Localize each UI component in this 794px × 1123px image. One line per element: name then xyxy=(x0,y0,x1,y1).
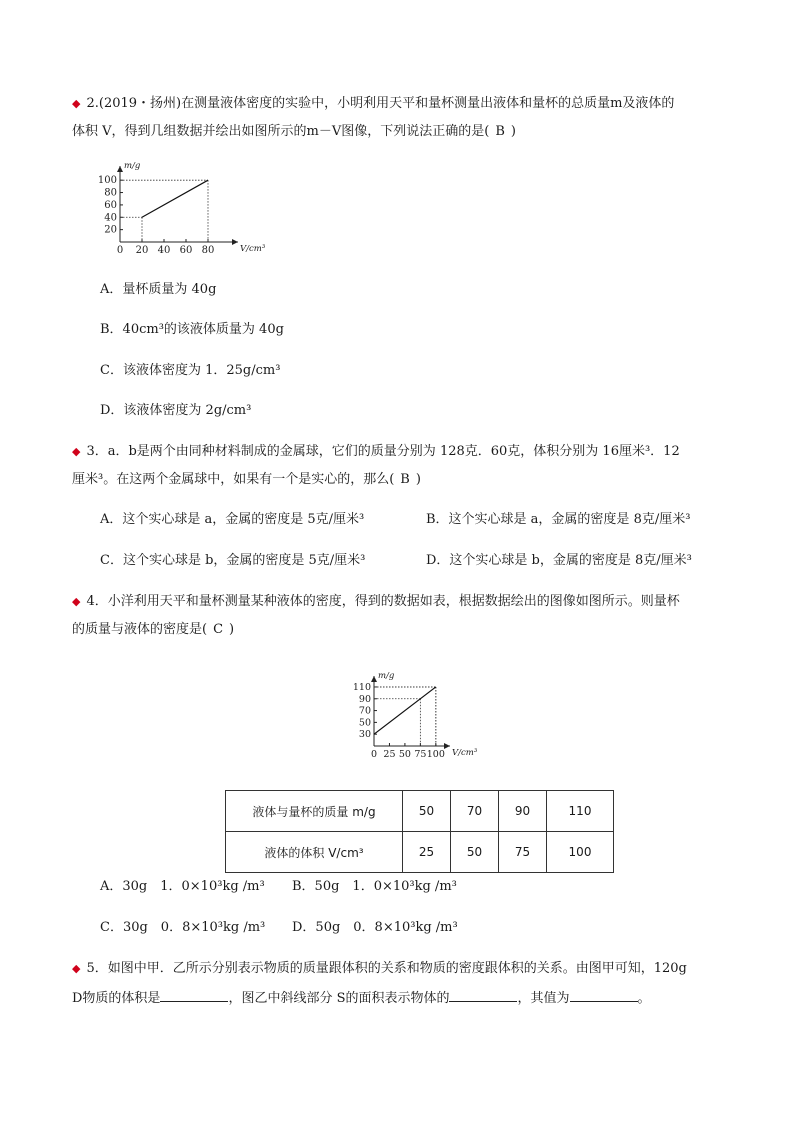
question-4-option-a: A．30g 1．0×10³kg /m³ xyxy=(100,879,265,894)
question-3-line-2: 厘米³。在这两个金属球中，如果有一个是实心的，那么( B ) xyxy=(72,472,421,487)
table-cell: 90 xyxy=(499,791,547,832)
x-axis-arrow-icon xyxy=(444,743,450,749)
question-2-option-c: C．该液体密度为 1．25g/cm³ xyxy=(100,363,281,378)
x-tick-label: 0 xyxy=(370,749,378,760)
table-cell: 75 xyxy=(499,832,547,873)
y-tick-label: 50 xyxy=(358,717,371,729)
question-5-line-2: D物质的体积是 ，图乙中斜线部分 S的面积表示物体的 ，其值为 。 xyxy=(72,991,651,1006)
question-4-option-b: B．50g 1．0×10³kg /m³ xyxy=(292,879,457,894)
answer-blank-1[interactable] xyxy=(160,989,228,1002)
x-tick-label: 80 xyxy=(201,245,215,256)
question-3-line-1: ◆ 3．a．b是两个由同种材料制成的金属球，它们的质量分别为 128克．60克，体积分别为 16厘米³．12 xyxy=(72,444,680,459)
question-3-option-c: C．这个实心球是 b，金属的密度是 5克/厘米³ xyxy=(100,553,366,568)
y-axis-label: m/g xyxy=(378,671,395,681)
bullet-diamond-icon: ◆ xyxy=(72,445,81,458)
series-line xyxy=(142,180,208,217)
series-line xyxy=(374,687,436,734)
answer-blank-3[interactable] xyxy=(570,989,638,1002)
y-tick-label: 80 xyxy=(104,187,117,199)
question-3-answer: B xyxy=(400,472,410,487)
y-tick-label: 70 xyxy=(358,705,371,717)
question-4-answer: C xyxy=(213,622,224,637)
y-axis-label: m/g xyxy=(124,162,141,171)
x-tick-label: 25 xyxy=(383,749,396,760)
bullet-diamond-icon: ◆ xyxy=(72,962,81,975)
x-tick-label: 50 xyxy=(398,749,411,760)
question-2-line-2: 体积 V，得到几组数据并绘出如图所示的m－V图像，下列说法正确的是( B ) xyxy=(72,124,516,139)
question-4-option-c: C．30g 0．8×10³kg /m³ xyxy=(100,920,266,935)
bullet-diamond-icon: ◆ xyxy=(72,595,81,608)
question-2-option-a: A．量杯质量为 40g xyxy=(100,282,217,297)
table-row-header: 液体与量杯的质量 m/g xyxy=(226,791,403,832)
table-cell: 100 xyxy=(547,832,614,873)
x-axis-label: V/cm³ xyxy=(452,748,478,758)
answer-blank-2[interactable] xyxy=(449,989,517,1002)
bullet-diamond-icon: ◆ xyxy=(72,97,81,110)
x-tick-label: 0 xyxy=(116,245,124,256)
y-axis-arrow-icon xyxy=(117,166,123,172)
y-tick-label: 20 xyxy=(104,224,117,236)
chart-q2-m-v-graph xyxy=(92,162,272,262)
table-cell: 50 xyxy=(403,791,451,832)
y-tick-label: 30 xyxy=(358,729,371,741)
table-cell: 50 xyxy=(451,832,499,873)
table-cell: 110 xyxy=(547,791,614,832)
y-tick-label: 40 xyxy=(104,212,117,224)
question-2-option-d: D．该液体密度为 2g/cm³ xyxy=(100,403,252,418)
question-3-option-b: B．这个实心球是 a，金属的密度是 8克/厘米³ xyxy=(426,512,691,527)
question-4-line-1: ◆ 4．小洋利用天平和量杯测量某种液体的密度，得到的数据如表，根据数据绘出的图像如图所示。则量杯 xyxy=(72,594,680,609)
table-cell: 25 xyxy=(403,832,451,873)
x-axis-label: V/cm³ xyxy=(240,244,266,254)
question-5-line-1: ◆ 5．如图中甲．乙所示分别表示物质的质量跟体积的关系和物质的密度跟体积的关系。由图甲可知，120g xyxy=(72,961,687,976)
question-2-option-b: B．40cm³的该液体质量为 40g xyxy=(100,322,284,337)
question-4-option-d: D．50g 0．8×10³kg /m³ xyxy=(292,920,458,935)
question-2-answer: B xyxy=(495,124,505,139)
table-row xyxy=(226,832,614,873)
chart-q4-m-v-graph xyxy=(344,670,484,770)
x-tick-label: 40 xyxy=(157,245,171,256)
question-4-line-2: 的质量与液体的密度是( C ) xyxy=(72,622,235,637)
y-tick-label: 110 xyxy=(352,681,371,693)
table-row xyxy=(226,791,614,832)
question-3-option-d: D．这个实心球是 b，金属的密度是 8克/厘米³ xyxy=(426,553,692,568)
question-2-line-1: ◆ 2.(2019・扬州)在测量液体密度的实验中，小明利用天平和量杯测量出液体和量杯的总质量m及液体的 xyxy=(72,96,675,111)
y-tick-label: 100 xyxy=(97,175,117,187)
data-table xyxy=(225,790,614,873)
table-cell: 70 xyxy=(451,791,499,832)
y-tick-label: 90 xyxy=(358,693,371,705)
y-axis-arrow-icon xyxy=(371,676,377,682)
x-tick-label: 20 xyxy=(135,245,149,256)
question-3-option-a: A．这个实心球是 a，金属的密度是 5克/厘米³ xyxy=(100,512,365,527)
x-tick-label: 75 xyxy=(414,749,427,760)
y-tick-label: 60 xyxy=(104,199,117,211)
x-tick-label: 100 xyxy=(426,749,445,760)
table-row-header: 液体的体积 V/cm³ xyxy=(226,832,403,873)
x-tick-label: 60 xyxy=(179,245,193,256)
x-axis-arrow-icon xyxy=(232,239,238,245)
